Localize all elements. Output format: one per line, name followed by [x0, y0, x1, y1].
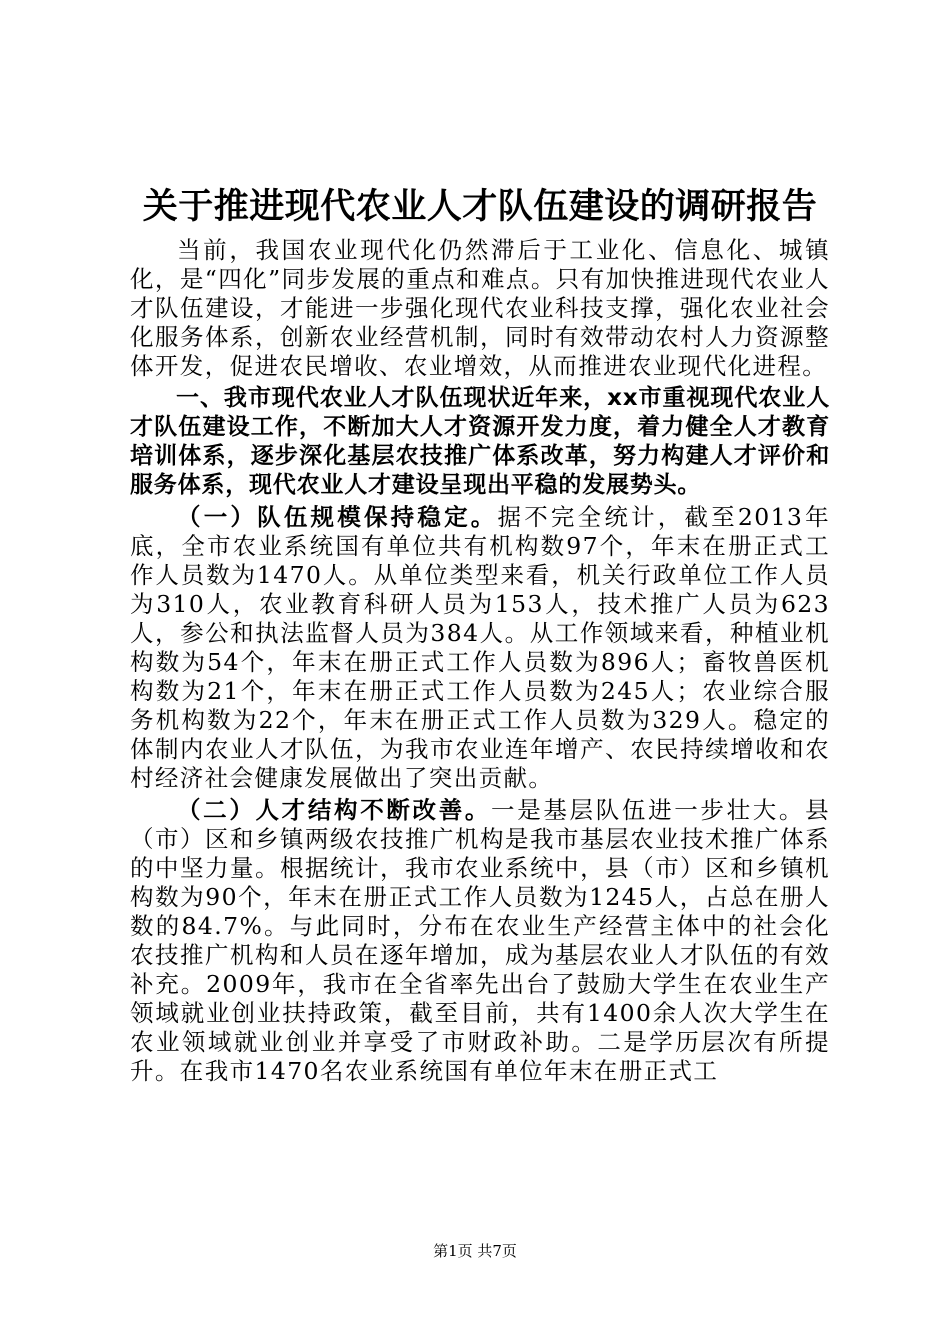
intro-paragraph: 当前，我国农业现代化仍然滞后于工业化、信息化、城镇化，是“四化”同步发展的重点和难点。只有加快推进现代农业人才队伍建设，才能进一步强化现代农业科技支撑，强化农业社会化服务体系，创新农业经营机制，同时有效带动农村人力资源整体开发，促进农民增收、农业增效，从而推进农业现代化进程。 [130, 236, 830, 380]
document-body [130, 236, 830, 1086]
subsection-1-paragraph [130, 503, 830, 793]
subsection-2-paragraph [130, 796, 830, 1086]
subsection-2-lead: （二）人才结构不断改善。 [177, 796, 492, 824]
page-number-footer: 第1页 共7页 [433, 1242, 517, 1260]
section-heading-paragraph: 一、我市现代农业人才队伍现状近年来，xx市重视现代农业人才队伍建设工作，不断加大人才资源开发力度，着力健全人才教育培训体系，逐步深化基层农技推广体系改革，努力构建人才评价和服务体系，现代农业人才建设呈现出平稳的发展势头。 [130, 385, 830, 498]
document-title: 关于推进现代农业人才队伍建设的调研报告 [142, 187, 818, 227]
subsection-2-body: 一是基层队伍进一步壮大。县（市）区和乡镇两级农技推广机构是我市基层农业技术推广体系的中坚力量。根据统计，我市农业系统中，县（市）区和乡镇机构数为90个，年末在册正式工作人员数为1245人，占总在册人数的84.7%。与此同时，分布在农业生产经营主体中的社会化农技推广机构和人员在逐年增加，成为基层农业人才队伍的有效补充。2009年，我市在全省率先出台了鼓励大学生在农业生产领域就业创业扶持政策，截至目前，共有1400余人次大学生在农业领域就业创业并享受了市财政补助。二是学历层次有所提升。在我市1470名农业系统国有单位年末在册正式工 [130, 796, 830, 1085]
subsection-1-lead: （一）队伍规模保持稳定。 [177, 503, 498, 531]
subsection-1-body: 据不完全统计，截至2013年底，全市农业系统国有单位共有机构数97个，年末在册正式工作人员数为1470人。从单位类型来看，机关行政单位工作人员为310人，农业教育科研人员为153人，技术推广人员为623人，参公和执法监督人员为384人。从工作领域来看，种植业机构数为54个，年末在册正式工作人员数为896人；畜牧兽医机构数为21个，年末在册正式工作人员数为245人；农业综合服务机构数为22个，年末在册正式工作人员数为329人。稳定的体制内农业人才队伍，为我市农业连年增产、农民持续增收和农村经济社会健康发展做出了突出贡献。 [130, 503, 830, 792]
